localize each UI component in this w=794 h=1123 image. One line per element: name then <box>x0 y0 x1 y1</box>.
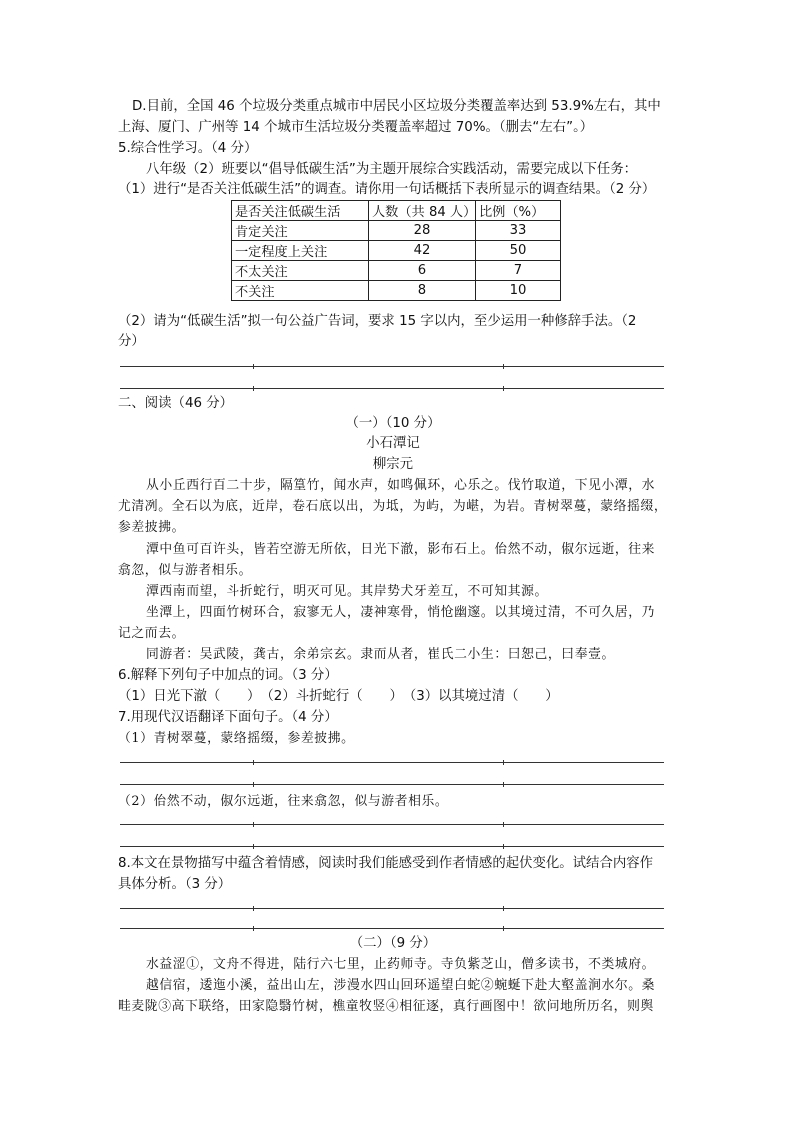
answer-line <box>120 824 664 825</box>
table-cell: 10 <box>476 281 561 301</box>
q8-line1: 8.本文在景物描写中蕴含着情感，阅读时我们能感受到作者情感的起伏变化。试结合内容作 <box>118 856 654 871</box>
q5-task2-line1: （2）请为“低碳生活”拟一句公益广告词，要求 15 字以内，至少运用一种修辞手法。（2 <box>118 314 637 329</box>
passage-line: 参差披拂。 <box>118 520 185 535</box>
table-cell: 肯定关注 <box>232 221 369 241</box>
table-cell: 7 <box>476 261 561 281</box>
rule-tick <box>253 364 254 369</box>
rule-tick <box>503 386 504 391</box>
rule-tick <box>253 386 254 391</box>
part1-heading: （一）（10 分） <box>345 416 441 431</box>
rule-tick <box>503 926 504 931</box>
answer-line <box>120 762 664 763</box>
rule-tick <box>503 906 504 911</box>
passage-line: 坐潭上，四面竹树环合，寂寥无人，凄神寒骨，悄怆幽邃。以其境过清，不可久居，乃 <box>146 605 656 620</box>
q7-title: 7.用现代汉语翻译下面句子。（4 分） <box>118 710 338 725</box>
part2-heading: （二）（9 分） <box>349 936 437 951</box>
q5-task1: （1）进行“是否关注低碳生活”的调查。请你用一句话概括下表所显示的调查结果。（2 分） <box>118 182 656 197</box>
rule-tick <box>253 782 254 787</box>
passage-line: 潭西南而望，斗折蛇行，明灭可见。其岸势犬牙差互，不可知其源。 <box>146 584 548 599</box>
table-header-cell: 比例（%） <box>476 201 561 221</box>
rule-tick <box>253 906 254 911</box>
passage2-line: 越信宿，逶迤小溪，益出山左，涉漫水四山回环遥望白蛇②蜿蜒下赴大壑盖涧水尔。桑 <box>146 978 656 993</box>
table-cell: 42 <box>369 241 476 261</box>
table-cell: 8 <box>369 281 476 301</box>
table-cell: 不太关注 <box>232 261 369 281</box>
q8-line2: 具体分析。（3 分） <box>118 877 232 892</box>
q7-item2: （2）佁然不动，俶尔远逝，往来翕忽，似与游者相乐。 <box>118 794 449 809</box>
passage2-line: 水益涩①，文舟不得进，陆行六七里，止药师寺。寺负紫芝山，僧多读书，不类城府。 <box>146 957 656 972</box>
table-header-cell: 是否关注低碳生活 <box>232 201 369 221</box>
table-cell: 不关注 <box>232 281 369 301</box>
rule-tick <box>503 760 504 765</box>
table-cell: 28 <box>369 221 476 241</box>
essay-author: 柳宗元 <box>372 457 414 472</box>
section2-title: 二、阅读（46 分） <box>118 396 234 411</box>
passage-line: 翕忽，似与游者相乐。 <box>118 563 252 578</box>
answer-line <box>120 366 664 367</box>
q6-items: （1）日光下澈（ ） （2）斗折蛇行（ ） （3）以其境过清（ ） <box>118 689 559 704</box>
survey-table <box>231 200 561 301</box>
rule-tick <box>253 844 254 849</box>
q6-title: 6.解释下列句子中加点的词。（3 分） <box>118 668 338 683</box>
answer-line <box>120 908 664 909</box>
q7-item1: （1）青树翠蔓，蒙络摇缀，参差披拂。 <box>118 731 355 746</box>
rule-tick <box>503 844 504 849</box>
q5-intro: 八年级（2）班要以“倡导低碳生活”为主题开展综合实践活动，需要完成以下任务： <box>146 162 638 177</box>
option-d-line1: D.目前，全国 46 个垃圾分类重点城市中居民小区垃圾分类覆盖率达到 53.9%左右，其中 <box>132 99 661 114</box>
passage-line: 记之而去。 <box>118 626 185 641</box>
rule-tick <box>503 364 504 369</box>
q5-title: 5.综合性学习。（4 分） <box>118 141 258 156</box>
rule-tick <box>253 760 254 765</box>
table-cell: 6 <box>369 261 476 281</box>
answer-line <box>120 846 664 847</box>
table-header-row <box>232 201 561 221</box>
option-d-line2: 上海、厦门、广州等 14 个城市生活垃圾分类覆盖率超过 70%。（删去“左右”。） <box>118 120 594 135</box>
essay-title: 小石潭记 <box>366 436 420 451</box>
passage-line: 同游者：吴武陵，龚古，余弟宗玄。隶而从者，崔氏二小生：曰恕己，曰奉壹。 <box>146 647 615 662</box>
q5-task2-line2: 分） <box>118 334 145 349</box>
table-cell: 33 <box>476 221 561 241</box>
table-row <box>232 261 561 281</box>
answer-line <box>120 784 664 785</box>
table-header-cell: 人数（共 84 人） <box>369 201 476 221</box>
table-row <box>232 221 561 241</box>
passage-line: 尤清冽。全石以为底，近岸，卷石底以出，为坻，为屿，为嵁，为岩。青树翠蔓，蒙络摇缀， <box>118 499 668 514</box>
rule-tick <box>253 822 254 827</box>
table-row <box>232 241 561 261</box>
rule-tick <box>503 782 504 787</box>
rule-tick <box>253 926 254 931</box>
answer-line <box>120 928 664 929</box>
table-cell: 一定程度上关注 <box>232 241 369 261</box>
table-cell: 50 <box>476 241 561 261</box>
passage-line: 从小丘西行百二十步，隔篁竹，闻水声，如鸣佩环，心乐之。伐竹取道，下见小潭，水 <box>146 478 656 493</box>
answer-line <box>120 388 664 389</box>
table-row <box>232 281 561 301</box>
passage-line: 潭中鱼可百许头，皆若空游无所依，日光下澈，影布石上。佁然不动，俶尔远逝，往来 <box>146 542 656 557</box>
passage2-line: 畦麦陇③高下联络，田家隐翳竹树，樵童牧竖④相征逐，真行画图中！欲问地所历名，则舆 <box>118 999 654 1014</box>
rule-tick <box>503 822 504 827</box>
